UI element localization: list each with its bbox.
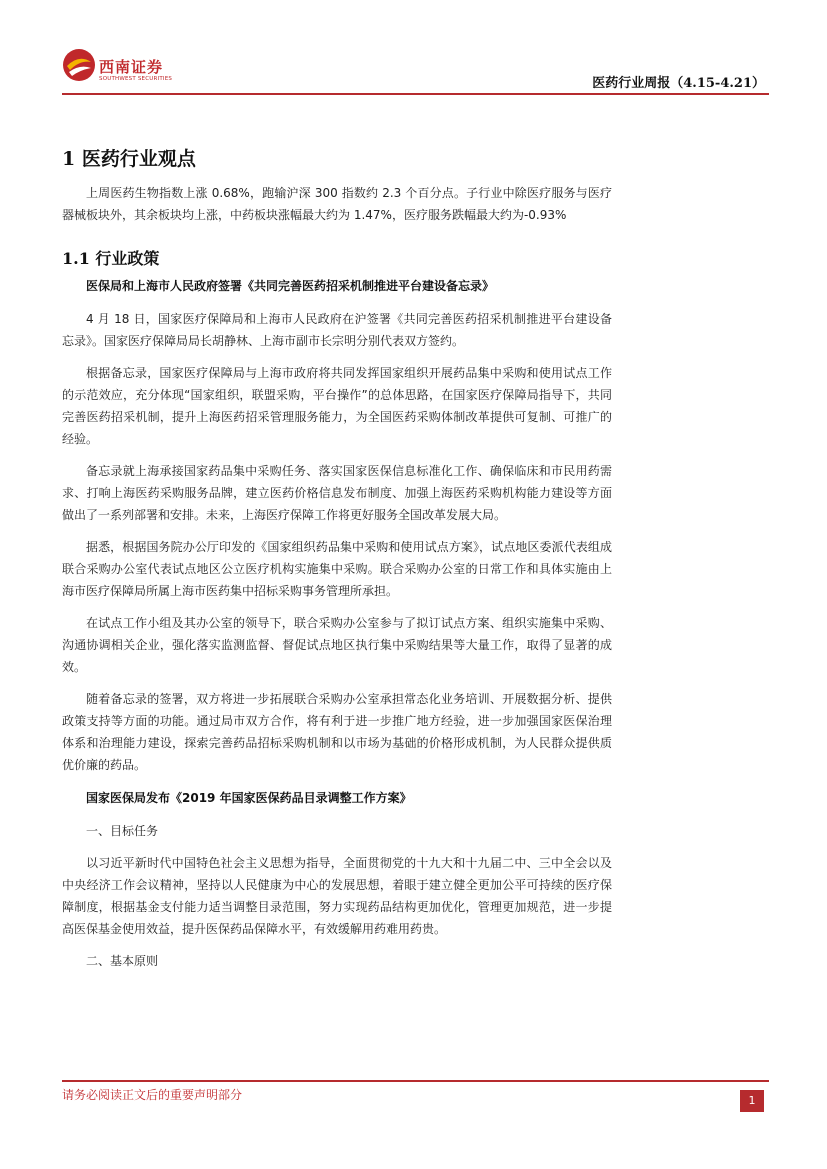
logo-cn-text: 西南证券 <box>99 58 164 76</box>
policy-item-2-subheading: 二、基本原则 <box>86 954 159 968</box>
header-divider <box>62 93 769 95</box>
page-number: 1 <box>740 1090 764 1112</box>
section-1-summary: 上周医药生物指数上涨 0.68%，跑输沪深 300 指数约 2.3 个百分点。子行业中除医疗服务与医疗器械板块外，其余板块均上涨，中药板块涨幅最大约为 1.47%，医疗服务跌幅最大约为-0.93% <box>62 186 612 222</box>
page-header <box>0 0 827 100</box>
section-1-1-title: 1.1 行业政策 <box>62 249 160 268</box>
policy-item-1-paragraph: 备忘录就上海承接国家药品集中采购任务、落实国家医保信息标准化工作、确保临床和市民用药需求、打响上海医药采购服务品牌，建立医药价格信息发布制度、加强上海医药采购机构能力建设等方面做出了一系列部署和安排。未来，上海医疗保障工作将更好服务全国改革发展大局。 <box>62 464 612 522</box>
company-logo <box>62 48 182 88</box>
main-content <box>62 142 612 982</box>
policy-item-1-heading: 医保局和上海市人民政府签署《共同完善医药招采机制推进平台建设备忘录》 <box>86 279 495 293</box>
policy-item-2-subheading: 一、目标任务 <box>86 824 159 838</box>
policy-item-1-paragraph: 据悉，根据国务院办公厅印发的《国家组织药品集中采购和使用试点方案》，试点地区委派代表组成联合采购办公室代表试点地区公立医疗机构实施集中采购。联合采购办公室的日常工作和具体实施由上海市医疗保障局所属上海市医药集中招标采购事务管理所承担。 <box>62 540 612 598</box>
policy-item-1-paragraph: 根据备忘录，国家医疗保障局与上海市政府将共同发挥国家组织开展药品集中采购和使用试点工作的示范效应，充分体现“国家组织，联盟采购，平台操作”的总体思路，在国家医疗保障局指导下，共同完善医药招采机制，提升上海医药招采管理服务能力，为全国医药采购体制改革提供可复制、可推广的经验。 <box>62 366 612 446</box>
policy-item-1-paragraph: 随着备忘录的签署，双方将进一步拓展联合采购办公室承担常态化业务培训、开展数据分析、提供政策支持等方面的功能。通过局市双方合作，将有利于进一步推广地方经验，进一步加强国家医保治理体系和治理能力建设，探索完善药品招标采购机制和以市场为基础的价格形成机制，为人民群众提供质优价廉的药品。 <box>62 692 612 772</box>
policy-item-2-paragraph: 以习近平新时代中国特色社会主义思想为指导，全面贯彻党的十九大和十九届二中、三中全会以及中央经济工作会议精神，坚持以人民健康为中心的发展思想，着眼于建立健全更加公平可持续的医疗保障制度，根据基金支付能力适当调整目录范围，努力实现药品结构更加优化，管理更加规范，进一步提高医保基金使用效益，提升医保药品保障水平，有效缓解用药难用药贵。 <box>62 856 612 936</box>
policy-item-2-heading: 国家医保局发布《2019 年国家医保药品目录调整工作方案》 <box>86 791 412 805</box>
logo-en-text: SOUTHWEST SECURITIES <box>99 76 173 82</box>
disclaimer-note: 请务必阅读正文后的重要声明部分 <box>62 1088 243 1102</box>
logo-emblem-icon <box>62 48 96 82</box>
report-title: 医药行业周报（4.15-4.21） <box>592 76 765 91</box>
policy-item-1-paragraph: 4 月 18 日，国家医疗保障局和上海市人民政府在沪签署《共同完善医药招采机制推进平台建设备忘录》。国家医疗保障局局长胡静林、上海市副市长宗明分别代表双方签约。 <box>62 312 612 348</box>
policy-item-1-paragraph: 在试点工作小组及其办公室的领导下，联合采购办公室参与了拟订试点方案、组织实施集中采购、沟通协调相关企业，强化落实监测监督、督促试点地区执行集中采购结果等大量工作，取得了显著的成效。 <box>62 616 612 674</box>
section-1-title: 1 医药行业观点 <box>62 148 196 170</box>
footer-divider <box>62 1080 769 1082</box>
